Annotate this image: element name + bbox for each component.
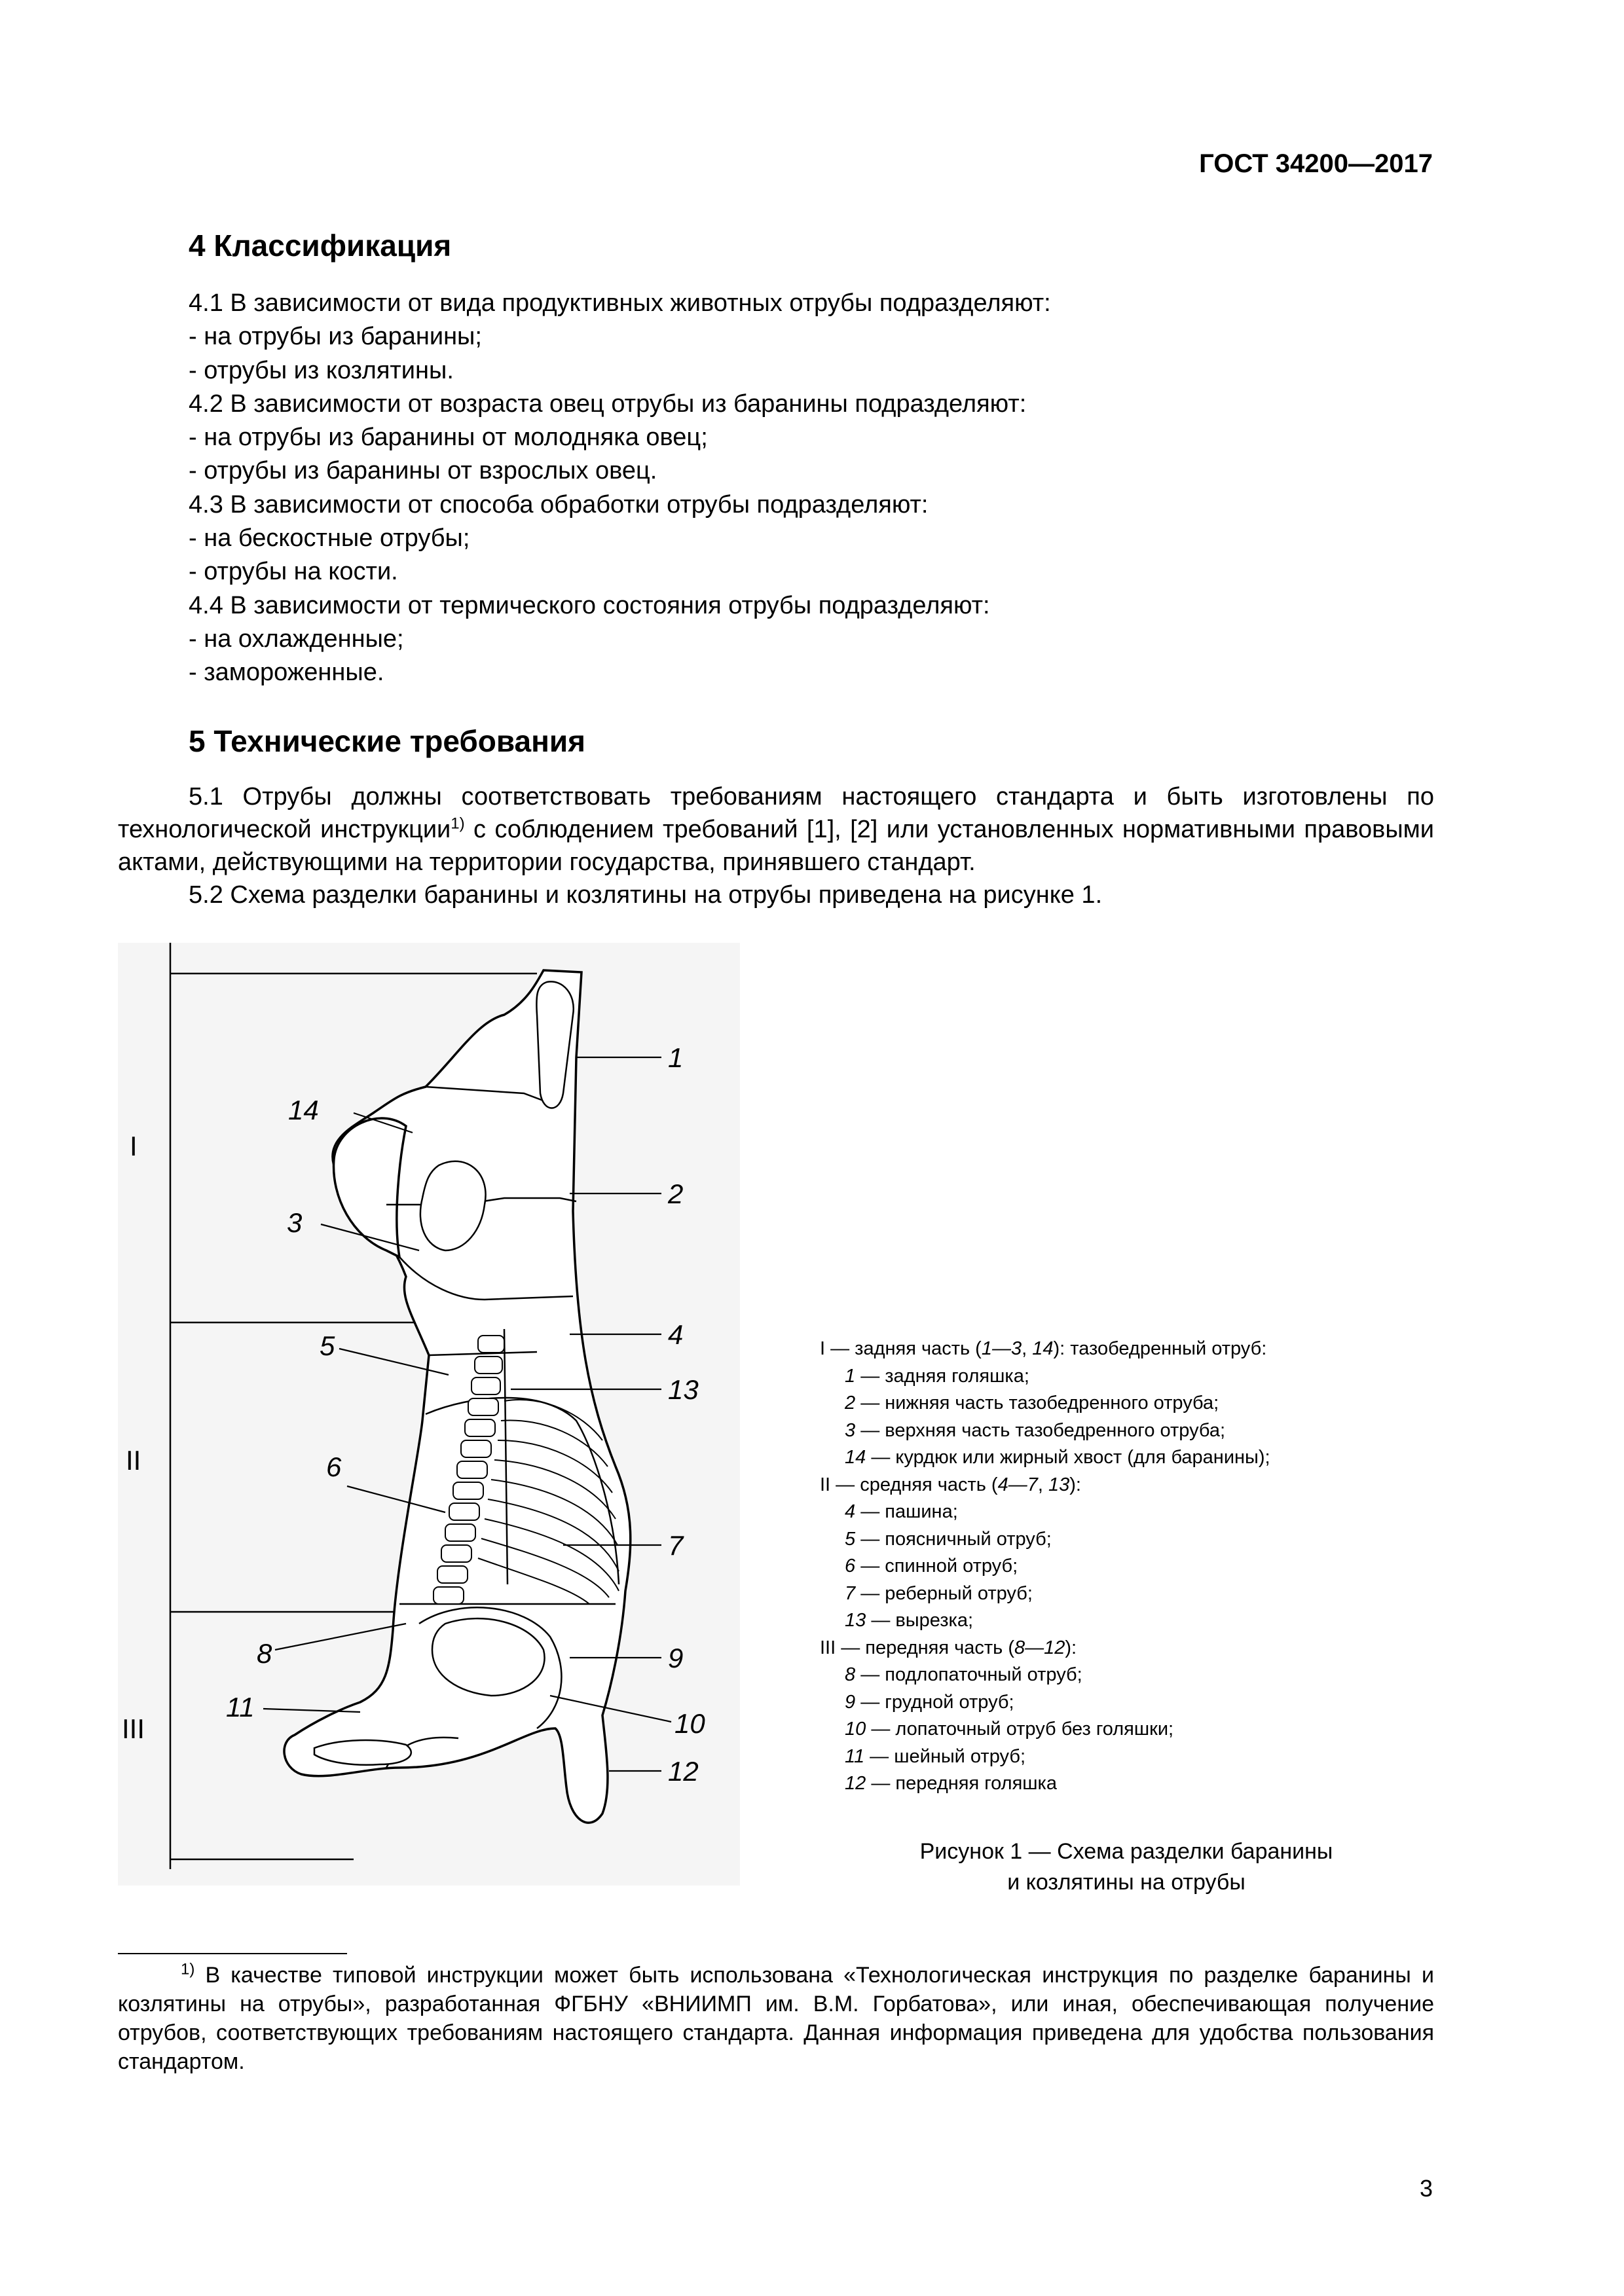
footnote-text: В качестве типовой инструкции может быть использована «Технологическая инструкция по разделке баранины и козлятины на отрубы», разработанная ФГБНУ «ВНИИМП им. В.М. Горбатова», или иная, обеспечивающая получение отрубов, соответствующих требованиям настоящего стандарта. Данная информация приведена для удобства пользования стандартом. [118,1963,1434,2074]
legend-item: 1 — задняя голяшка; [845,1365,1029,1387]
page-number: 3 [1419,2175,1433,2202]
callout-number: 8 [257,1638,272,1669]
legend-item: 7 — реберный отруб; [845,1582,1033,1604]
legend-item: 14 — курдюк или жирный хвост (для баранины); [845,1447,1270,1468]
legend-zone-heading: I — задняя часть (1—3, 14): тазобедренный отруб: [820,1338,1267,1359]
callout-number: 6 [326,1451,342,1482]
figure-caption [864,1836,1388,1898]
callout-number: 4 [668,1319,684,1350]
classification-line: - на отрубы из баранины; [189,323,482,351]
legend-item: 8 — подлопаточный отруб; [845,1664,1082,1685]
classification-line: 4.2 В зависимости от возраста овец отрубы из баранины подразделяют: [189,390,1027,418]
caption-line: Рисунок 1 — Схема разделки баранины [919,1839,1333,1864]
callout-number: 14 [288,1095,319,1125]
standard-id: ГОСТ 34200—2017 [1199,149,1433,178]
footnote-ref: 1) [451,814,465,833]
legend-item: 10 — лопаточный отруб без голяшки; [845,1719,1174,1740]
classification-line: 4.1 В зависимости от вида продуктивных животных отрубы подразделяют: [189,289,1051,317]
classification-line: - отрубы из козлятины. [189,356,454,384]
callout-number: 11 [226,1692,255,1722]
section-4-body [189,287,1433,690]
paragraph-5-2-text: 5.2 Схема разделки баранины и козлятины на отрубы приведена на рисунке 1. [189,881,1103,909]
carcass-cut-diagram [118,943,740,1886]
classification-line: - замороженные. [189,659,384,687]
classification-line: - на бескостные отрубы; [189,524,470,553]
legend-item: 13 — вырезка; [845,1610,974,1631]
legend-zone-heading: II — средняя часть (4—7, 13): [820,1474,1081,1495]
paragraph-5-2 [118,879,1434,911]
callout-number: 1 [668,1042,684,1073]
legend-item: 9 — грудной отруб; [845,1691,1014,1713]
legend-zone-heading: III — передняя часть (8—12): [820,1637,1077,1658]
classification-line: 4.4 В зависимости от термического состояния отрубы подразделяют: [189,591,990,619]
legend-item: 12 — передняя голяшка [845,1773,1058,1794]
classification-line: - на отрубы из баранины от молодняка овец; [189,424,708,452]
footnote [118,1961,1434,2076]
classification-line: - отрубы из баранины от взрослых овец. [189,457,657,485]
section-5-title: 5 Технические требования [189,724,585,758]
callout-number: 12 [668,1756,699,1787]
paragraph-5-1-text: 5.1 Отрубы должны соответствовать требованиям настоящего стандарта и быть изготовлены по технологической инструкции [118,783,1434,843]
footnote-separator [118,1953,347,1954]
legend-item: 2 — нижняя часть тазобедренного отруба; [845,1393,1219,1413]
legend-item: 4 — пашина; [845,1501,958,1522]
legend-item: 3 — верхняя часть тазобедренного отруба; [845,1419,1226,1441]
section-4-title: 4 Классификация [189,228,452,263]
zone-label: III [122,1713,145,1744]
callout-number: 9 [668,1643,684,1673]
figure-legend [820,1336,1270,1798]
caption-line: и козлятины на отрубы [1007,1870,1246,1895]
paragraph-5-1 [118,780,1434,879]
classification-line: 4.3 В зависимости от способа обработки отрубы подразделяют: [189,490,929,519]
footnote-marker: 1) [181,1960,195,1978]
callout-number: 10 [674,1708,705,1739]
callout-number: 2 [668,1178,684,1209]
callout-number: 3 [287,1207,303,1238]
zone-label: II [126,1445,141,1476]
legend-item: 6 — спинной отруб; [845,1556,1018,1576]
callout-number: 5 [320,1330,335,1361]
paragraph-5-1-text-cont: с соблюдением требований [1], [2] или установленных нормативными правовыми актами, действующими на территории государства, принявшего стандарт. [118,816,1435,876]
callout-number: 13 [668,1374,699,1405]
callout-number: 7 [668,1530,684,1561]
legend-item: 11 — шейный отруб; [845,1745,1026,1767]
classification-line: - отрубы на кости. [189,558,398,586]
classification-line: - на охлажденные; [189,625,404,653]
legend-item: 5 — поясничный отруб; [845,1528,1052,1550]
zone-label: I [130,1131,138,1161]
